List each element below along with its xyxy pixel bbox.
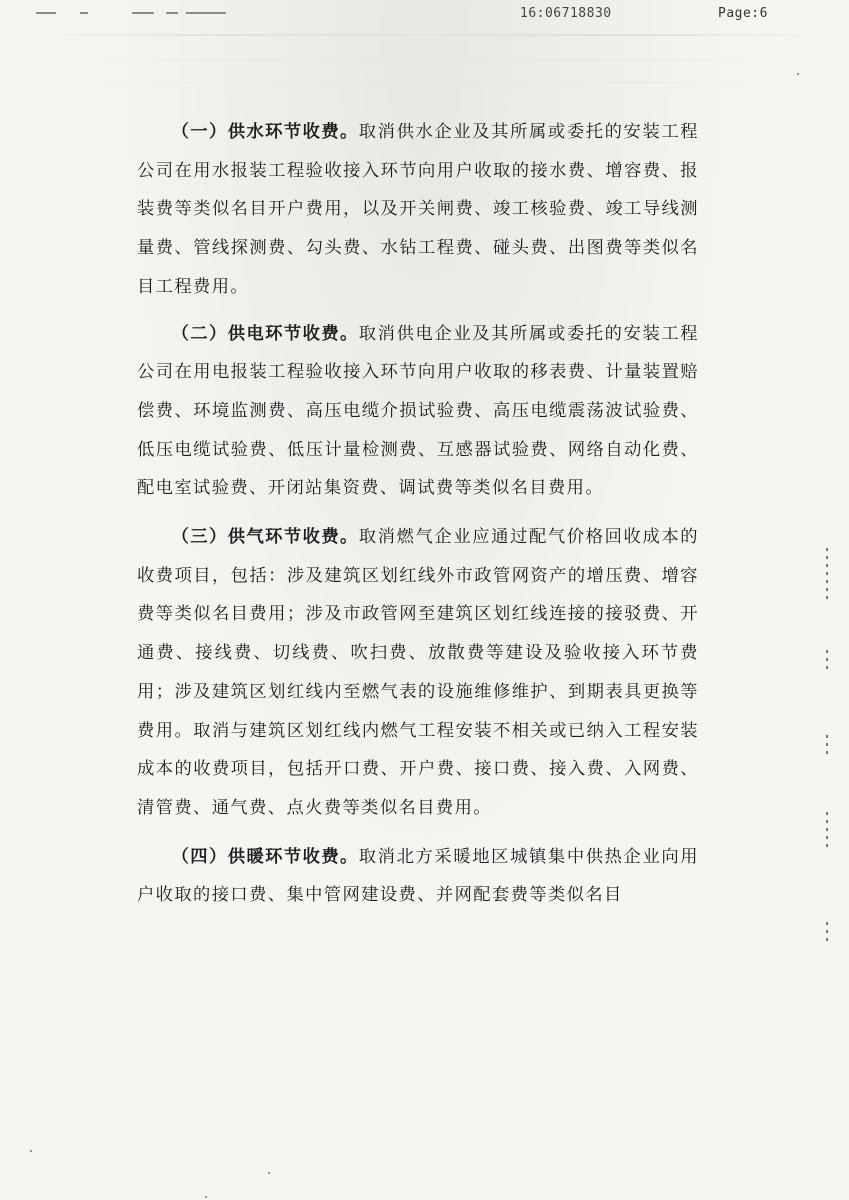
scan-streak bbox=[0, 82, 849, 83]
scan-edge-artifact bbox=[826, 922, 828, 946]
paragraph-heading: （二）供电环节收费。 bbox=[171, 323, 359, 344]
document-body bbox=[137, 113, 699, 923]
scan-edge-artifact bbox=[826, 650, 828, 674]
paragraph-heading: （三）供气环节收费。 bbox=[171, 527, 359, 548]
scan-speck bbox=[205, 1196, 207, 1198]
paragraph-text: 取消供水企业及其所属或委托的安装工程公司在用水报装工程验收接入环节向用户收取的接水费、增容费、报装费等类似名目开户费用，以及开关闸费、竣工核验费、竣工导线测量费、管线探测费、勾头费、水钻工程费、碰头费、出图费等类似名目工程费用。 bbox=[137, 122, 699, 297]
paragraph-gas-fees bbox=[137, 518, 699, 828]
scan-speck bbox=[30, 1150, 32, 1152]
scan-streak bbox=[0, 34, 849, 36]
paragraph-heating-fees bbox=[137, 838, 699, 915]
paragraph-text: 取消燃气企业应通过配气价格回收成本的收费项目，包括：涉及建筑区划红线外市政管网资产的增压费、增容费等类似名目费用；涉及市政管网至建筑区划红线连接的接驳费、开通费、接线费、切线费、吹扫费、放散费等建设及验收接入环节费用；涉及建筑区划红线内至燃气表的设施维修维护、到期表具更换等费用。取消与建筑区划红线内燃气工程安装不相关或已纳入工程安装成本的收费项目，包括开口费、开户费、接口费、接入费、入网费、清管费、通气费、点火费等类似名目费用。 bbox=[137, 527, 699, 818]
paragraph-water-fees bbox=[137, 113, 699, 307]
fax-number: 16:06718830 bbox=[520, 6, 612, 21]
scan-edge-artifact bbox=[826, 812, 828, 852]
fax-header-marks bbox=[36, 12, 236, 18]
paragraph-text: 取消供电企业及其所属或委托的安装工程公司在用电报装工程验收接入环节向用户收取的移表费、计量装置赔偿费、环境监测费、高压电缆介损试验费、高压电缆震荡波试验费、低压电缆试验费、低压计量检测费、互感器试验费、网络自动化费、配电室试验费、开闭站集资费、调试费等类似名目费用。 bbox=[137, 323, 699, 499]
paragraph-text: 取消北方采暖地区城镇集中供热企业向用户收取的接口费、集中管网建设费、并网配套费等类似名目 bbox=[137, 846, 699, 906]
scan-streak bbox=[0, 60, 849, 61]
scan-edge-artifact bbox=[826, 735, 828, 759]
scan-speck bbox=[268, 1172, 270, 1174]
scan-edge-artifact bbox=[826, 548, 828, 604]
scan-speck bbox=[797, 73, 799, 75]
paragraph-heading: （一）供水环节收费。 bbox=[171, 122, 359, 142]
fax-page-number: Page:6 bbox=[718, 6, 768, 21]
fax-header bbox=[0, 4, 849, 30]
paragraph-heading: （四）供暖环节收费。 bbox=[171, 846, 359, 867]
paragraph-power-fees bbox=[137, 315, 699, 509]
